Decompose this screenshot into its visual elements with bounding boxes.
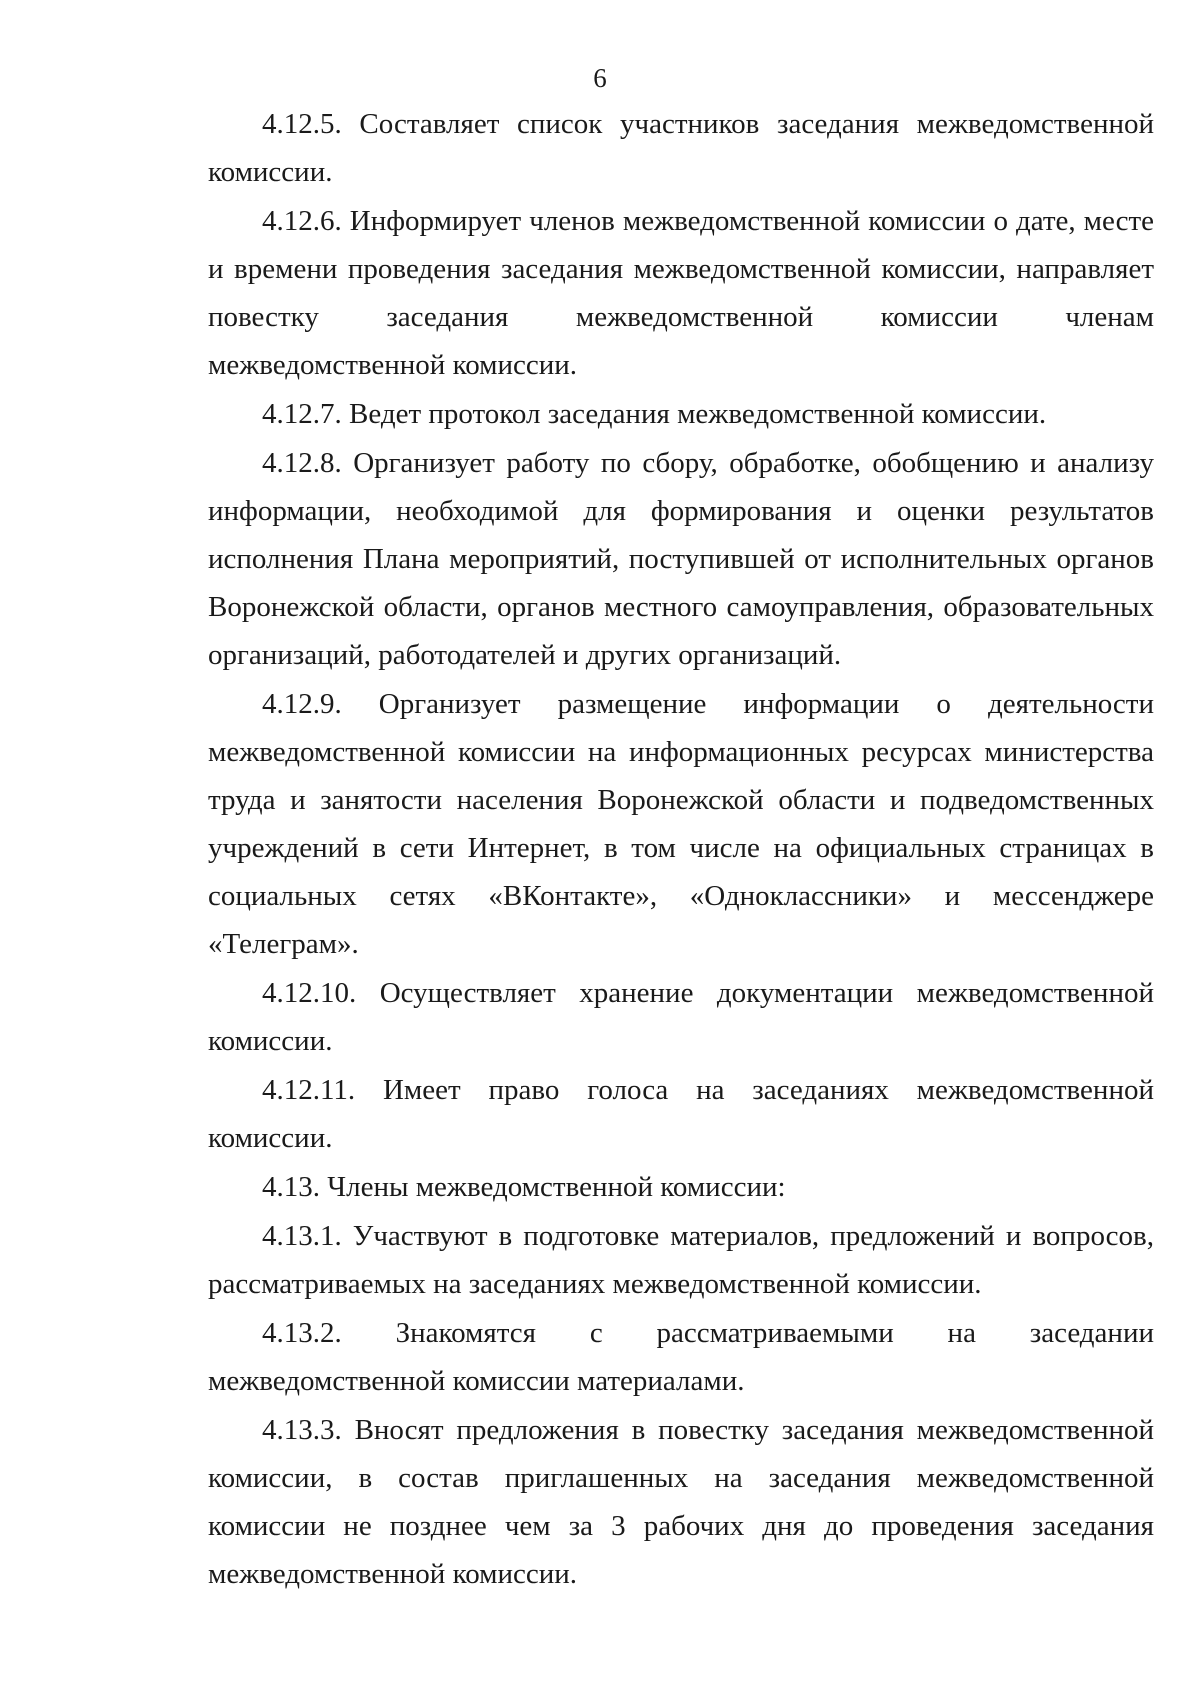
paragraph-4-12-5: 4.12.5. Составляет список участников заседания межведомственной комиссии. bbox=[208, 108, 1154, 188]
paragraph-4-12-6: 4.12.6. Информирует членов межведомственной комиссии о дате, месте и времени проведения заседания межведомственной комиссии, направляет повестку заседания межведомственной комиссии членам межведомственной комиссии. bbox=[208, 205, 1154, 381]
paragraph-4-12-10: 4.12.10. Осуществляет хранение документации межведомственной комиссии. bbox=[208, 977, 1154, 1057]
paragraph-4-12-7: 4.12.7. Ведет протокол заседания межведомственной комиссии. bbox=[262, 398, 1047, 430]
paragraph-4-13: 4.13. Члены межведомственной комиссии: bbox=[262, 1171, 786, 1203]
paragraph-4-13-2: 4.13.2. Знакомятся с рассматриваемыми на заседании межведомственной комиссии материалами. bbox=[208, 1317, 1154, 1397]
paragraph-4-12-11: 4.12.11. Имеет право голоса на заседаниях межведомственной комиссии. bbox=[208, 1074, 1154, 1154]
page-number: 6 bbox=[593, 63, 607, 93]
paragraph-4-12-8: 4.12.8. Организует работу по сбору, обработке, обобщению и анализу информации, необходимой для формирования и оценки результатов исполнения Плана мероприятий, поступившей от исполнительных органов Воронежской области, органов местного самоуправления, образовательных организаций, работодателей и других организаций. bbox=[208, 447, 1154, 671]
paragraph-4-13-3: 4.13.3. Вносят предложения в повестку заседания межведомственной комиссии, в состав приглашенных на заседания межведомственной комиссии не позднее чем за 3 рабочих дня до проведения заседания межведомственной комиссии. bbox=[208, 1414, 1154, 1590]
paragraph-4-12-9: 4.12.9. Организует размещение информации о деятельности межведомственной комиссии на информационных ресурсах министерства труда и занятости населения Воронежской области и подведомственных учреждений в сети Интернет, в том числе на официальных страницах в социальных сетях «ВКонтакте», «Одноклассники» и мессенджере «Телеграм». bbox=[208, 688, 1154, 960]
paragraph-4-13-1: 4.13.1. Участвуют в подготовке материалов, предложений и вопросов, рассматриваемых на заседаниях межведомственной комиссии. bbox=[208, 1220, 1154, 1300]
document-body bbox=[208, 100, 1154, 1598]
